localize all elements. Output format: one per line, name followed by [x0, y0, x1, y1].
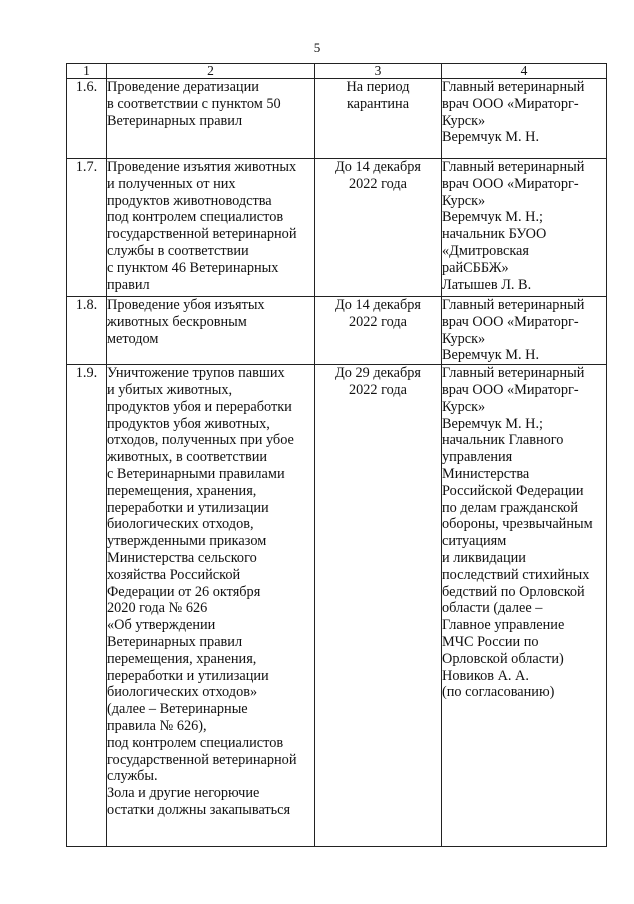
action-line: службы в соответствии: [107, 242, 249, 259]
term-line: На период: [346, 79, 410, 95]
action-line: «Об утверждении: [107, 617, 216, 634]
responsible-line: Главный ветеринарный: [442, 159, 585, 175]
responsible-line: врач ООО «Мираторг-: [442, 95, 579, 112]
action-line: под контролем специалистов: [107, 734, 284, 751]
responsible-line: последствий стихийных: [442, 566, 590, 583]
action-line: правила № 626),: [107, 717, 207, 734]
responsible-line: Новиков А. А.: [442, 667, 529, 684]
action-line: перемещения, хранения,: [107, 650, 257, 667]
action-line: животных бескровным: [107, 313, 247, 330]
action-line: Зола и другие негорючие: [107, 785, 260, 802]
responsible-line: по делам гражданской: [442, 499, 578, 516]
action-line: правил: [107, 276, 150, 293]
action-line: и полученных от них: [107, 175, 236, 192]
responsible-line: Веремчук М. Н.;: [442, 209, 544, 226]
action-line: остатки должны закапываться: [107, 801, 291, 818]
header-col-4: 4: [442, 64, 607, 79]
term-line: 2022 года: [348, 381, 408, 398]
action-line: с Ветеринарными правилами: [107, 465, 285, 482]
responsible-line: ситуациям: [442, 533, 507, 550]
action-line: методом: [107, 330, 159, 347]
responsible-cell: [442, 297, 607, 365]
term-cell: [315, 79, 442, 159]
responsible-line: (по согласованию): [442, 684, 555, 701]
action-line: Уничтожение трупов павших: [107, 365, 285, 382]
responsible-line: врач ООО «Мираторг-: [442, 175, 579, 192]
action-cell: [107, 79, 315, 159]
responsible-line: управления: [442, 449, 513, 466]
action-line: Ветеринарных правил: [107, 633, 243, 650]
action-line: животных, в соответствии: [107, 449, 268, 466]
term-line: карантина: [346, 95, 410, 112]
responsible-line: Министерства: [442, 465, 530, 482]
action-line: службы.: [107, 768, 158, 785]
header-col-2: 2: [107, 64, 315, 79]
responsible-line: врач ООО «Мираторг-: [442, 381, 579, 398]
page-number: 5: [313, 40, 321, 55]
action-line: с пунктом 46 Ветеринарных: [107, 259, 279, 276]
action-line: переработки и утилизации: [107, 499, 269, 516]
responsible-cell: [442, 365, 607, 847]
responsible-line: МЧС России по: [442, 633, 539, 650]
responsible-line: райСББЖ»: [442, 259, 509, 276]
term-line: 2022 года: [348, 175, 408, 192]
row-number: 1.9.: [67, 365, 107, 847]
action-line: в соответствии с пунктом 50: [107, 95, 281, 112]
responsible-line: Курск»: [442, 112, 486, 129]
action-line: продуктов убоя животных,: [107, 415, 270, 432]
responsible-line: области (далее –: [442, 600, 543, 617]
responsible-line: Главный ветеринарный: [442, 297, 585, 313]
responsible-line: Веремчук М. Н.: [442, 347, 540, 364]
responsible-line: обороны, чрезвычайным: [442, 516, 593, 533]
row-number: 1.6.: [67, 79, 107, 159]
action-line: Проведение изъятия животных: [107, 159, 297, 175]
table-row: [67, 365, 607, 847]
term-cell: [315, 159, 442, 297]
header-col-1: 1: [67, 64, 107, 79]
table-row: [67, 297, 607, 365]
header-col-3: 3: [315, 64, 442, 79]
action-line: продуктов убоя и переработки: [107, 398, 292, 415]
term-cell: [315, 297, 442, 365]
action-line: 2020 года № 626: [107, 600, 208, 617]
action-line: хозяйства Российской: [107, 566, 241, 583]
term-line: До 29 декабря: [334, 365, 422, 382]
action-cell: [107, 297, 315, 365]
action-line: отходов, полученных при убое: [107, 432, 294, 449]
action-line: утвержденными приказом: [107, 533, 267, 550]
responsible-line: Главный ветеринарный: [442, 365, 585, 382]
responsible-line: Главное управление: [442, 617, 565, 634]
action-cell: [107, 159, 315, 297]
action-line: Ветеринарных правил: [107, 112, 243, 129]
term-cell: [315, 365, 442, 847]
action-line: Проведение убоя изъятых: [107, 297, 265, 313]
table-header-row: [67, 64, 607, 79]
responsible-line: Курск»: [442, 398, 486, 415]
responsible-line: и ликвидации: [442, 549, 526, 566]
responsible-line: Латышев Л. В.: [442, 276, 532, 293]
responsible-line: начальник Главного: [442, 432, 564, 449]
action-line: биологических отходов»: [107, 684, 258, 701]
responsible-line: бедствий по Орловской: [442, 583, 585, 600]
responsible-line: Курск»: [442, 330, 486, 347]
responsible-line: Орловской области): [442, 650, 564, 667]
action-line: (далее – Ветеринарные: [107, 701, 248, 718]
responsible-line: начальник БУОО: [442, 226, 547, 243]
term-line: До 14 декабря: [334, 297, 422, 313]
responsible-line: Российской Федерации: [442, 482, 584, 499]
action-line: государственной ветеринарной: [107, 751, 297, 768]
action-line: Проведение дератизации: [107, 79, 259, 95]
responsible-line: Главный ветеринарный: [442, 79, 585, 95]
action-line: биологических отходов,: [107, 516, 254, 533]
action-cell: [107, 365, 315, 847]
term-line: 2022 года: [348, 313, 408, 330]
term-line: До 14 декабря: [334, 159, 422, 175]
responsible-line: Курск»: [442, 192, 486, 209]
table-row: [67, 159, 607, 297]
responsible-line: врач ООО «Мираторг-: [442, 313, 579, 330]
measures-table: [66, 63, 607, 847]
responsible-line: Веремчук М. Н.;: [442, 415, 544, 432]
action-line: под контролем специалистов: [107, 209, 284, 226]
action-line: перемещения, хранения,: [107, 482, 257, 499]
action-line: Федерации от 26 октября: [107, 583, 261, 600]
responsible-cell: [442, 79, 607, 159]
action-line: Министерства сельского: [107, 549, 257, 566]
row-number: 1.7.: [67, 159, 107, 297]
action-line: и убитых животных,: [107, 381, 233, 398]
action-line: продуктов животноводства: [107, 192, 272, 209]
action-line: государственной ветеринарной: [107, 226, 297, 243]
action-line: переработки и утилизации: [107, 667, 269, 684]
responsible-cell: [442, 159, 607, 297]
responsible-line: Веремчук М. Н.: [442, 129, 540, 146]
table-row: [67, 79, 607, 159]
row-number: 1.8.: [67, 297, 107, 365]
responsible-line: «Дмитровская: [442, 242, 529, 259]
